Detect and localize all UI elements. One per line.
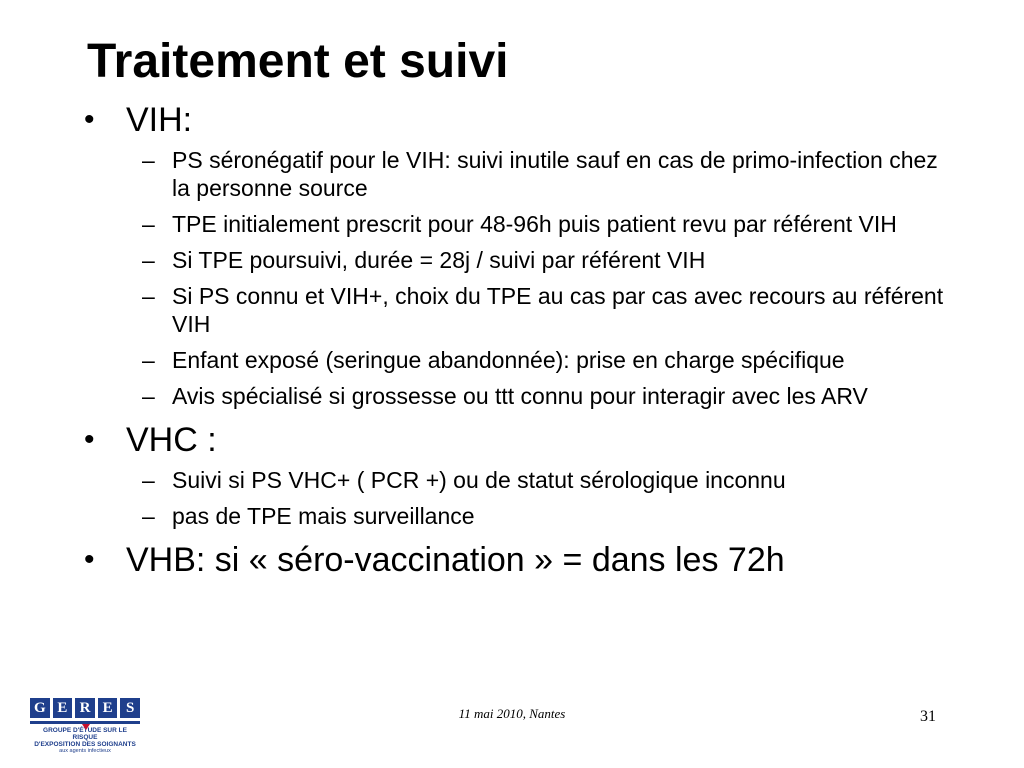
sub-bullet	[80, 246, 960, 274]
logo-letter: R	[75, 698, 95, 718]
sub-bullet-text: PS séronégatif pour le VIH: suivi inutile sauf en cas de primo-infection chez la personne source	[172, 147, 938, 201]
bullet-vhc	[80, 418, 960, 462]
dash-marker: –	[142, 383, 155, 409]
logo-tagline	[30, 727, 140, 755]
logo-letter: S	[120, 698, 140, 718]
sub-bullet	[80, 210, 960, 238]
sub-bullet	[80, 146, 960, 202]
logo-letter: E	[53, 698, 73, 718]
bullet-marker: •	[84, 543, 95, 576]
dash-marker: –	[142, 283, 155, 309]
dash-marker: –	[142, 211, 155, 237]
sub-bullet-text: Suivi si PS VHC+ ( PCR +) ou de statut sérologique inconnu	[172, 467, 786, 493]
sub-bullet	[80, 382, 960, 410]
sub-bullet	[80, 502, 960, 530]
sub-bullet-text: pas de TPE mais surveillance	[172, 503, 475, 529]
logo-letters	[30, 698, 140, 718]
sub-bullet-text: Si TPE poursuivi, durée = 28j / suivi par référent VIH	[172, 247, 706, 273]
bullet-text: VHB: si « séro-vaccination » = dans les 72h	[126, 541, 785, 579]
dash-marker: –	[142, 503, 155, 529]
sub-list-vih	[80, 146, 960, 410]
logo-tagline-line3: aux agents infectieux	[59, 748, 111, 754]
page-number: 31	[920, 708, 936, 725]
sub-bullet	[80, 466, 960, 494]
sub-bullet-text: Enfant exposé (seringue abandonnée): prise en charge spécifique	[172, 347, 845, 373]
sub-bullet-text: Avis spécialisé si grossesse ou ttt connu pour interagir avec les ARV	[172, 383, 868, 409]
sub-bullet	[80, 346, 960, 374]
dash-marker: –	[142, 347, 155, 373]
dash-marker: –	[142, 147, 155, 173]
sub-bullet	[80, 282, 960, 338]
bullet-marker: •	[84, 423, 95, 456]
bullet-text: VIH:	[126, 101, 193, 139]
logo-letter: G	[30, 698, 50, 718]
logo-divider	[30, 721, 140, 724]
sub-list-vhc	[80, 466, 960, 530]
slide-title: Traitement et suivi	[87, 35, 509, 88]
sub-bullet-text: Si PS connu et VIH+, choix du TPE au cas par cas avec recours au référent VIH	[172, 283, 944, 337]
geres-logo	[30, 698, 140, 754]
dash-marker: –	[142, 247, 155, 273]
slide-content	[80, 98, 960, 582]
dash-marker: –	[142, 467, 155, 493]
footer-date: 11 mai 2010, Nantes	[458, 706, 566, 721]
logo-tagline-line1: GROUPE D'ÉTUDE SUR LE RISQUE	[43, 727, 127, 741]
logo-letter: E	[98, 698, 118, 718]
sub-bullet-text: TPE initialement prescrit pour 48-96h puis patient revu par référent VIH	[172, 211, 897, 237]
bullet-vhb	[80, 538, 960, 582]
bullet-marker: •	[84, 103, 95, 136]
bullet-text: VHC :	[126, 421, 217, 459]
bullet-vih	[80, 98, 960, 142]
logo-tagline-line2: D'EXPOSITION DES SOIGNANTS	[34, 741, 136, 748]
